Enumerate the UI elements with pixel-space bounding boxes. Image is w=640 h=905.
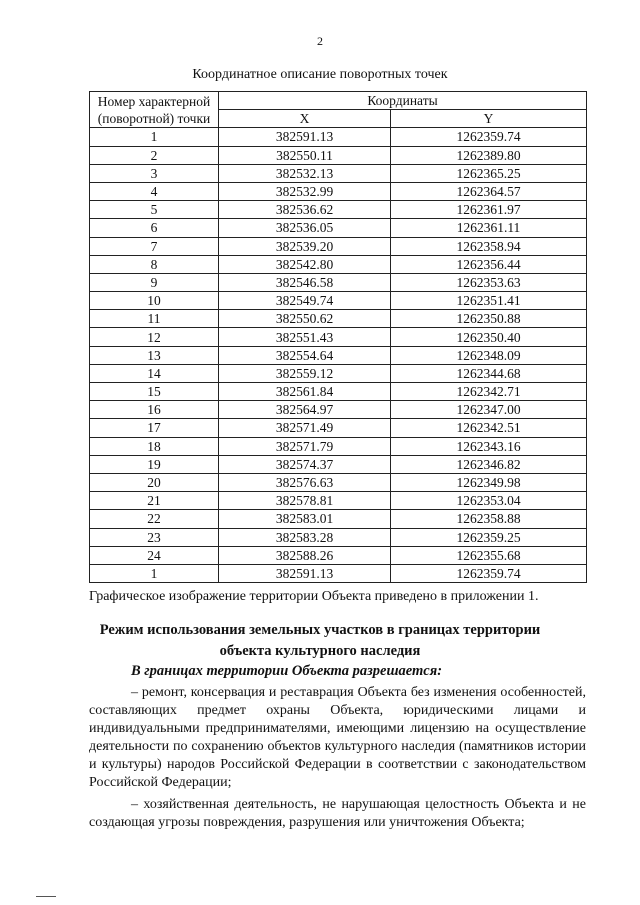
table-row <box>90 419 587 437</box>
table-row <box>90 401 587 419</box>
header-point-number: Номер характерной (поворотной) точки <box>90 92 219 128</box>
y-coordinate-cell: 1262355.68 <box>391 546 587 564</box>
x-coordinate-cell: 382591.13 <box>219 128 391 146</box>
table-row <box>90 346 587 364</box>
point-number-cell: 2 <box>90 146 219 164</box>
appendix-note: Графическое изображение территории Объекта приведено в приложении 1. <box>89 589 539 604</box>
table-row <box>90 255 587 273</box>
point-number-cell: 6 <box>90 219 219 237</box>
table-row <box>90 510 587 528</box>
y-coordinate-cell: 1262343.16 <box>391 437 587 455</box>
section-title-line-1: Режим использования земельных участков в границах территории <box>99 622 541 638</box>
table-row <box>90 564 587 582</box>
x-coordinate-cell: 382578.81 <box>219 492 391 510</box>
coordinates-table <box>89 91 587 583</box>
point-number-cell: 21 <box>90 492 219 510</box>
y-coordinate-cell: 1262353.63 <box>391 273 587 291</box>
x-coordinate-cell: 382571.49 <box>219 419 391 437</box>
y-coordinate-cell: 1262342.51 <box>391 419 587 437</box>
point-number-cell: 5 <box>90 201 219 219</box>
table-row <box>90 546 587 564</box>
x-coordinate-cell: 382583.01 <box>219 510 391 528</box>
x-coordinate-cell: 382546.58 <box>219 273 391 291</box>
header-x: X <box>219 110 391 128</box>
table-row <box>90 237 587 255</box>
table-row <box>90 455 587 473</box>
point-number-cell: 9 <box>90 273 219 291</box>
point-number-cell: 15 <box>90 383 219 401</box>
x-coordinate-cell: 382574.37 <box>219 455 391 473</box>
y-coordinate-cell: 1262359.74 <box>391 128 587 146</box>
table-row <box>90 437 587 455</box>
table-row <box>90 528 587 546</box>
section-title-line-2: объекта культурного наследия <box>219 643 421 659</box>
paragraph-restoration: – ремонт, консервация и реставрация Объекта без изменения особенностей, составляющих предмет охраны Объекта, юридическими лицами и индивидуальными предпринимателями, имеющими лицензию на осуществление деятельности по сохранению объектов культурного наследия (памятников истории и культуры) народов Российской Федерации в соответствии с законодательством Российской Федерации; <box>89 685 586 790</box>
x-coordinate-cell: 382554.64 <box>219 346 391 364</box>
point-number-cell: 1 <box>90 564 219 582</box>
x-coordinate-cell: 382550.11 <box>219 146 391 164</box>
point-number-cell: 19 <box>90 455 219 473</box>
table-row <box>90 492 587 510</box>
table-row <box>90 182 587 200</box>
table-row <box>90 128 587 146</box>
x-coordinate-cell: 382539.20 <box>219 237 391 255</box>
y-coordinate-cell: 1262349.98 <box>391 473 587 491</box>
y-coordinate-cell: 1262361.97 <box>391 201 587 219</box>
y-coordinate-cell: 1262353.04 <box>391 492 587 510</box>
x-coordinate-cell: 382571.79 <box>219 437 391 455</box>
table-row <box>90 164 587 182</box>
table-row <box>90 383 587 401</box>
header-coordinates: Координаты <box>219 92 587 110</box>
y-coordinate-cell: 1262389.80 <box>391 146 587 164</box>
point-number-cell: 12 <box>90 328 219 346</box>
table-row <box>90 473 587 491</box>
paragraph-economic-activity: – хозяйственная деятельность, не нарушающая целостность Объекта и не создающая угрозы повреждения, разрушения или уничтожения Объекта; <box>89 797 586 830</box>
point-number-cell: 4 <box>90 182 219 200</box>
x-coordinate-cell: 382583.28 <box>219 528 391 546</box>
y-coordinate-cell: 1262346.82 <box>391 455 587 473</box>
point-number-cell: 16 <box>90 401 219 419</box>
table-row <box>90 219 587 237</box>
y-coordinate-cell: 1262350.40 <box>391 328 587 346</box>
point-number-cell: 1 <box>90 128 219 146</box>
point-number-cell: 13 <box>90 346 219 364</box>
y-coordinate-cell: 1262359.25 <box>391 528 587 546</box>
y-coordinate-cell: 1262358.94 <box>391 237 587 255</box>
y-coordinate-cell: 1262344.68 <box>391 364 587 382</box>
x-coordinate-cell: 382551.43 <box>219 328 391 346</box>
point-number-cell: 20 <box>90 473 219 491</box>
x-coordinate-cell: 382536.62 <box>219 201 391 219</box>
x-coordinate-cell: 382564.97 <box>219 401 391 419</box>
point-number-cell: 14 <box>90 364 219 382</box>
table-row <box>90 146 587 164</box>
point-number-cell: 17 <box>90 419 219 437</box>
point-number-cell: 8 <box>90 255 219 273</box>
x-coordinate-cell: 382536.05 <box>219 219 391 237</box>
header-y: Y <box>391 110 587 128</box>
section-title <box>0 620 640 662</box>
table-row <box>90 292 587 310</box>
y-coordinate-cell: 1262358.88 <box>391 510 587 528</box>
x-coordinate-cell: 382532.99 <box>219 182 391 200</box>
point-number-cell: 10 <box>90 292 219 310</box>
y-coordinate-cell: 1262351.41 <box>391 292 587 310</box>
point-number-cell: 23 <box>90 528 219 546</box>
x-coordinate-cell: 382550.62 <box>219 310 391 328</box>
point-number-cell: 18 <box>90 437 219 455</box>
table-caption: Координатное описание поворотных точек <box>192 67 448 82</box>
y-coordinate-cell: 1262356.44 <box>391 255 587 273</box>
x-coordinate-cell: 382561.84 <box>219 383 391 401</box>
y-coordinate-cell: 1262347.00 <box>391 401 587 419</box>
x-coordinate-cell: 382576.63 <box>219 473 391 491</box>
point-number-cell: 11 <box>90 310 219 328</box>
x-coordinate-cell: 382549.74 <box>219 292 391 310</box>
point-number-cell: 24 <box>90 546 219 564</box>
y-coordinate-cell: 1262361.11 <box>391 219 587 237</box>
table-row <box>90 273 587 291</box>
x-coordinate-cell: 382559.12 <box>219 364 391 382</box>
table-body <box>90 128 587 583</box>
point-number-cell: 7 <box>90 237 219 255</box>
point-number-cell: 22 <box>90 510 219 528</box>
table-row <box>90 328 587 346</box>
point-number-cell: 3 <box>90 164 219 182</box>
table-row <box>90 364 587 382</box>
allowed-title: В границах территории Объекта разрешается: <box>131 663 443 679</box>
y-coordinate-cell: 1262348.09 <box>391 346 587 364</box>
y-coordinate-cell: 1262359.74 <box>391 564 587 582</box>
y-coordinate-cell: 1262342.71 <box>391 383 587 401</box>
x-coordinate-cell: 382532.13 <box>219 164 391 182</box>
x-coordinate-cell: 382542.80 <box>219 255 391 273</box>
x-coordinate-cell: 382588.26 <box>219 546 391 564</box>
y-coordinate-cell: 1262364.57 <box>391 182 587 200</box>
page-number: 2 <box>317 34 323 48</box>
y-coordinate-cell: 1262365.25 <box>391 164 587 182</box>
table-row <box>90 201 587 219</box>
y-coordinate-cell: 1262350.88 <box>391 310 587 328</box>
table-row <box>90 310 587 328</box>
x-coordinate-cell: 382591.13 <box>219 564 391 582</box>
footer-mark <box>36 896 56 897</box>
